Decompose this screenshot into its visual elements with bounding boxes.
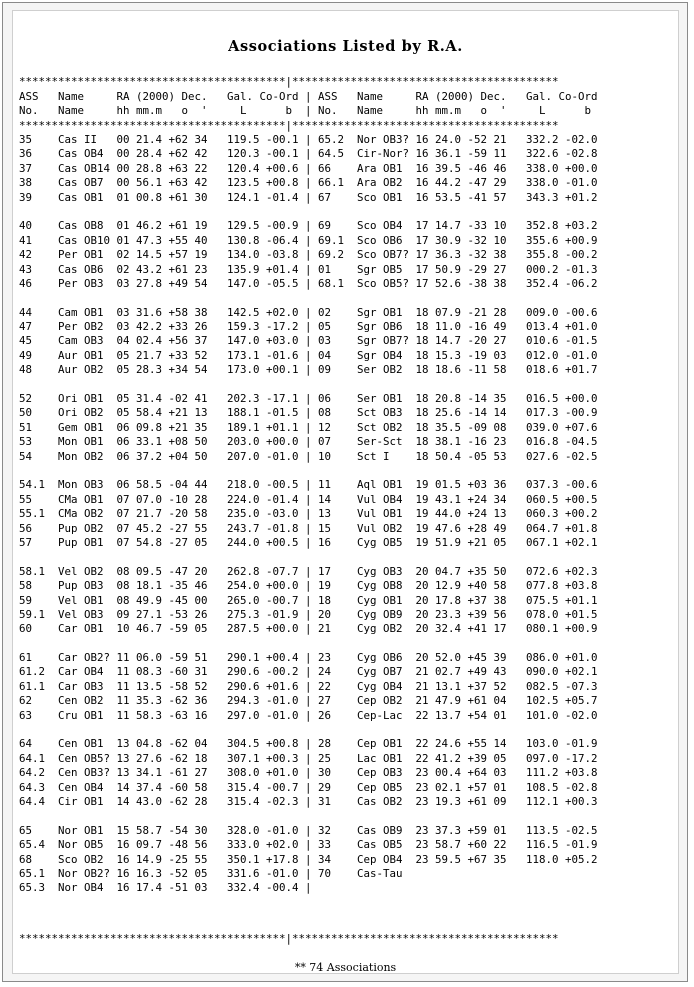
table-row: 46 Per OB3 03 27.8 +49 54 147.0 -05.5 | 68.1 Sco OB5? 17 52.6 -38 38 352.4 -06.2	[19, 276, 598, 290]
table-row: 49 Aur OB1 05 21.7 +33 52 173.1 -01.6 | 04 Sgr OB4 18 15.3 -19 03 012.0 -01.0	[19, 348, 598, 362]
table-row: 68 Sco OB2 16 14.9 -25 55 350.1 +17.8 | 34 Cep OB4 23 59.5 +67 35 118.0 +05.2	[19, 852, 598, 866]
table-row: 65.4 Nor OB5 16 09.7 -48 56 333.0 +02.0 | 33 Cas OB5 23 58.7 +60 22 116.5 -01.9	[19, 838, 598, 852]
group-spacer	[19, 637, 598, 651]
table-row: 44 Cam OB1 03 31.6 +58 38 142.5 +02.0 | 02 Sgr OB1 18 07.9 -21 28 009.0 -00.6	[19, 305, 598, 319]
group-spacer	[19, 291, 598, 305]
table-row: 52 Ori OB1 05 31.4 -02 41 202.3 -17.1 | 06 Ser OB1 18 20.8 -14 35 016.5 +00.0	[19, 392, 598, 406]
group-spacer	[19, 723, 598, 737]
table-row: 64.3 Cen OB4 14 37.4 -60 58 315.4 -00.7 | 29 Cep OB5 23 02.1 +57 01 108.5 -02.8	[19, 780, 598, 794]
table-row: 60 Car OB1 10 46.7 -59 05 287.5 +00.0 | 21 Cyg OB2 20 32.4 +41 17 080.1 +00.9	[19, 622, 598, 636]
content-panel	[12, 10, 679, 974]
group-spacer	[19, 205, 598, 219]
table-row: 63 Cru OB1 11 58.3 -63 16 297.0 -01.0 | 26 Cep-Lac 22 13.7 +54 01 101.0 -02.0	[19, 708, 598, 722]
table-row: 64.4 Cir OB1 14 43.0 -62 28 315.4 -02.3 | 31 Cas OB2 23 19.3 +61 09 112.1 +00.3	[19, 794, 598, 808]
table-row: 58 Pup OB3 08 18.1 -35 46 254.0 +00.0 | 19 Cyg OB8 20 12.9 +40 58 077.8 +03.8	[19, 579, 598, 593]
table-row: 51 Gem OB1 06 09.8 +21 35 189.1 +01.1 | 12 Sct OB2 18 35.5 -09 08 039.0 +07.6	[19, 420, 598, 434]
table-row: 61.1 Car OB3 11 13.5 -58 52 290.6 +01.6 | 22 Cyg OB4 21 13.1 +37 52 082.5 -07.3	[19, 679, 598, 693]
table-row: 35 Cas II 00 21.4 +62 34 119.5 -00.1 | 65.2 Nor OB3? 16 24.0 -52 21 332.2 -02.0	[19, 133, 598, 146]
table-row: 64 Cen OB1 13 04.8 -62 04 304.5 +00.8 | 28 Cep OB1 22 24.6 +55 14 103.0 -01.9	[19, 737, 598, 751]
table-row: 55.1 CMa OB2 07 21.7 -20 58 235.0 -03.0 | 13 Vul OB1 19 44.0 +24 13 060.3 +00.2	[19, 507, 598, 521]
table-row: 61.2 Car OB4 11 08.3 -60 31 290.6 -00.2 | 24 Cyg OB7 21 02.7 +49 43 090.0 +02.1	[19, 665, 598, 679]
association-table	[19, 133, 598, 896]
table-row: 37 Cas OB14 00 28.8 +63 22 120.4 +00.6 | 66 Ara OB1 16 39.5 -46 46 338.0 +00.0	[19, 161, 598, 175]
table-row: 53 Mon OB1 06 33.1 +08 50 203.0 +00.0 | 07 Ser-Sct 18 38.1 -16 23 016.8 -04.5	[19, 435, 598, 449]
table-row: 64.1 Cen OB5? 13 27.6 -62 18 307.1 +00.3 | 25 Lac OB1 22 41.2 +39 05 097.0 -17.2	[19, 751, 598, 765]
table-row: 43 Cas OB6 02 43.2 +61 23 135.9 +01.4 | 01 Sgr OB5 17 50.9 -29 27 000.2 -01.3	[19, 262, 598, 276]
table-row: 40 Cas OB8 01 46.2 +61 19 129.5 -00.9 | 69 Sco OB4 17 14.7 -33 10 352.8 +03.2	[19, 219, 598, 233]
table-row: 45 Cam OB3 04 02.4 +56 37 147.0 +03.0 | 03 Sgr OB7? 18 14.7 -20 27 010.6 -01.5	[19, 334, 598, 348]
header-line-1: ASS Name RA (2000) Dec. Gal. Co-Ord | ASS Name RA (2000) Dec. Gal. Co-Ord	[19, 90, 598, 103]
table-row: 59 Vel OB1 08 49.9 -45 00 265.0 -00.7 | 18 Cyg OB1 20 17.8 +37 38 075.5 +01.1	[19, 593, 598, 607]
table-row: 62 Cen OB2 11 35.3 -62 36 294.3 -01.0 | 27 Cep OB2 21 47.9 +61 04 102.5 +05.7	[19, 694, 598, 708]
group-spacer	[19, 550, 598, 564]
table-row: 56 Pup OB2 07 45.2 -27 55 243.7 -01.8 | 15 Vul OB2 19 47.6 +28 49 064.7 +01.8	[19, 521, 598, 535]
table-row: 59.1 Vel OB3 09 27.1 -53 26 275.3 -01.9 | 20 Cyg OB9 20 23.3 +39 56 078.0 +01.5	[19, 607, 598, 621]
table-row: 54 Mon OB2 06 37.2 +04 50 207.0 -01.0 | 10 Sct I 18 50.4 -05 53 027.6 -02.5	[19, 449, 598, 463]
page-title: Associations Listed by R.A.	[228, 38, 463, 55]
table-row: 65.3 Nor OB4 16 17.4 -51 03 332.4 -00.4 |	[19, 881, 312, 895]
table-row: 64.2 Cen OB3? 13 34.1 -61 27 308.0 +01.0 | 30 Cep OB3 23 00.4 +64 03 111.2 +03.8	[19, 766, 598, 780]
table-row: 42 Per OB1 02 14.5 +57 19 134.0 -03.8 | 69.2 Sco OB7? 17 36.3 -32 38 355.8 -00.2	[19, 248, 598, 262]
page-frame	[2, 2, 688, 982]
table-row: 61 Car OB2? 11 06.0 -59 51 290.1 +00.4 | 23 Cyg OB6 20 52.0 +45 39 086.0 +01.0	[19, 651, 598, 665]
table-row: 58.1 Vel OB2 08 09.5 -47 20 262.8 -07.7 | 17 Cyg OB3 20 04.7 +35 50 072.6 +02.3	[19, 564, 598, 578]
table-header	[19, 90, 598, 119]
table-rule-bottom: *****************************************|*****************************************	[19, 932, 559, 945]
table-row: 55 CMa OB1 07 07.0 -10 28 224.0 -01.4 | 14 Vul OB4 19 43.1 +24 34 060.5 +00.5	[19, 492, 598, 506]
table-row: 41 Cas OB10 01 47.3 +55 40 130.8 -06.4 | 69.1 Sco OB6 17 30.9 -32 10 355.6 +00.9	[19, 233, 598, 247]
table-rule-top: *****************************************|*****************************************	[19, 75, 559, 88]
header-line-2: No. Name hh mm.m o ' L b | No. Name hh mm.m o ' L b	[19, 104, 592, 118]
table-row: 65 Nor OB1 15 58.7 -54 30 328.0 -01.0 | 32 Cas OB9 23 37.3 +59 01 113.5 -02.5	[19, 823, 598, 837]
table-rule-header: *****************************************|*****************************************	[19, 119, 559, 132]
table-row: 38 Cas OB7 00 56.1 +63 42 123.5 +00.8 | 66.1 Ara OB2 16 44.2 -47 29 338.0 -01.0	[19, 176, 598, 190]
table-row: 65.1 Nor OB2? 16 16.3 -52 05 331.6 -01.0 | 70 Cas-Tau	[19, 866, 403, 880]
group-spacer	[19, 378, 598, 392]
table-row: 36 Cas OB4 00 28.4 +62 42 120.3 -00.1 | 64.5 Cir-Nor? 16 36.1 -59 11 322.6 -02.8	[19, 147, 598, 161]
table-row: 39 Cas OB1 01 00.8 +61 30 124.1 -01.4 | 67 Sco OB1 16 53.5 -41 57 343.3 +01.2	[19, 190, 598, 204]
table-row: 54.1 Mon OB3 06 58.5 -04 44 218.0 -00.5 | 11 Aql OB1 19 01.5 +03 36 037.3 -00.6	[19, 478, 598, 492]
table-row: 57 Pup OB1 07 54.8 -27 05 244.0 +00.5 | 16 Cyg OB5 19 51.9 +21 05 067.1 +02.1	[19, 535, 598, 549]
association-count: ** 74 Associations	[294, 961, 397, 974]
group-spacer	[19, 464, 598, 478]
table-row: 50 Ori OB2 05 58.4 +21 13 188.1 -01.5 | 08 Sct OB3 18 25.6 -14 14 017.3 -00.9	[19, 406, 598, 420]
table-row: 48 Aur OB2 05 28.3 +34 54 173.0 +00.1 | 09 Ser OB2 18 18.6 -11 58 018.6 +01.7	[19, 363, 598, 377]
group-spacer	[19, 809, 598, 823]
table-row: 47 Per OB2 03 42.2 +33 26 159.3 -17.2 | 05 Sgr OB6 18 11.0 -16 49 013.4 +01.0	[19, 320, 598, 334]
